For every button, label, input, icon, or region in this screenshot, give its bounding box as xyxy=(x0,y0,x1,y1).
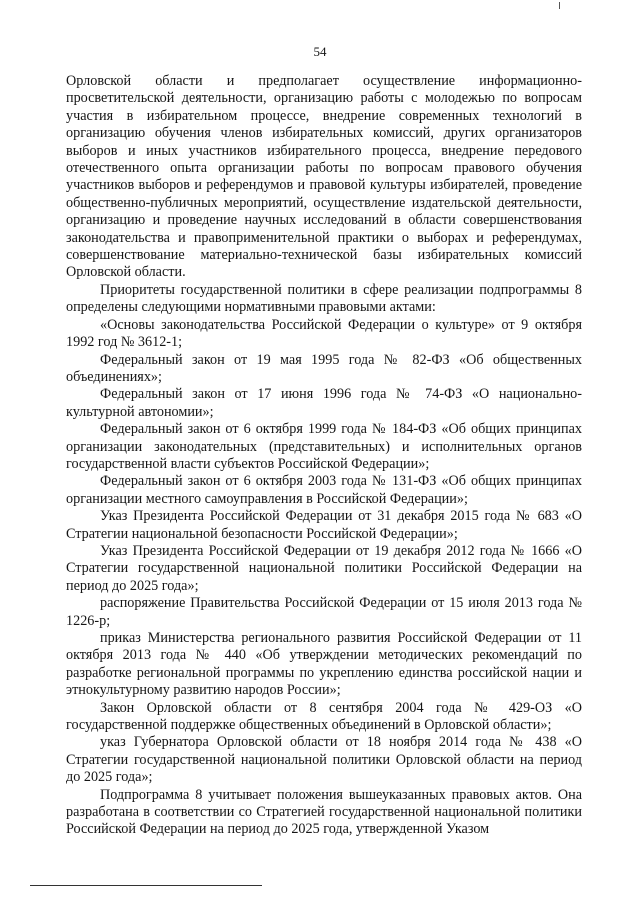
paragraph-legal-act: Федеральный закон от 6 октября 2003 года № 131-ФЗ «Об общих принципах организации местного самоуправления в Российской Федерации»; xyxy=(66,473,582,507)
paragraph-legal-act: указ Губернатора Орловской области от 18 ноября 2014 года № 438 «О Стратегии государственной национальной политики Орловской области на период до 2025 года»; xyxy=(66,734,582,786)
paragraph-legal-act: «Основы законодательства Российской Федерации о культуре» от 9 октября 1992 год № 3612-1; xyxy=(66,316,582,351)
paragraph-legal-act: распоряжение Правительства Российской Федерации от 15 июля 2013 года № 1226-р; xyxy=(66,595,582,629)
paragraph-intro: Орловской области и предполагает осуществление информационно-просветительской деятельности, организацию работы с молодежью по вопросам участия в избирательном процессе, внедрение современных технологий в организацию обучения членов избирательных комиссий, других организаторов выборов и иных участников избирательного процесса, внедрение передового отечественного опыта организации работы по вопросам правового обучения участников выборов и референдумов и правовой культуры избирателей, проведение общественно-публичных мероприятий, осуществление издательской деятельности, организацию и проведение научных исследований в области совершенствования законодательства и правоприменительной практики о выборах и референдумах, совершенствование материально-технической базы избирательных комиссий Орловской области. xyxy=(66,73,582,281)
paragraph-legal-act: Указ Президента Российской Федерации от 19 декабря 2012 года № 1666 «О Стратегии государственной национальной политики Российской Федерации на период до 2025 года»; xyxy=(66,542,582,594)
paragraph-legal-act: Федеральный закон от 6 октября 1999 года № 184-ФЗ «Об общих принципах организации законодательных (представительных) и исполнительных органов государственной власти субъектов Российской Федерации»; xyxy=(66,421,582,472)
paragraph-legal-act: Закон Орловской области от 8 сентября 2004 года № 429-ОЗ «О государственной поддержке общественных объединений в Орловской области»; xyxy=(66,699,582,734)
document-body xyxy=(66,73,582,839)
paragraph-legal-act: Указ Президента Российской Федерации от 31 декабря 2015 года № 683 «О Стратегии национальной безопасности Российской Федерации»; xyxy=(66,508,582,542)
paragraph-conclusion: Подпрограмма 8 учитывает положения вышеуказанных правовых актов. Она разработана в соответствии со Стратегией государственной национальной политики Российской Федерации на период до 2025 года, утвержденной Указом xyxy=(66,786,582,838)
paragraph-legal-act: приказ Министерства регионального развития Российской Федерации от 11 октября 2013 года № 440 «Об утверждении методических рекомендаций по разработке региональной программы по укреплению единства российской нации и этнокультурному развитию народов России»; xyxy=(66,630,582,699)
scan-mark xyxy=(559,2,560,9)
paragraph-legal-act: Федеральный закон от 17 июня 1996 года № 74-ФЗ «О национально-культурной автономии»; xyxy=(66,386,582,420)
page-number: 54 xyxy=(313,44,327,59)
footer-divider xyxy=(30,885,262,886)
paragraph-priorities: Приоритеты государственной политики в сфере реализации подпрограммы 8 определены следующими нормативными правовыми актами: xyxy=(66,281,582,316)
paragraph-legal-act: Федеральный закон от 19 мая 1995 года № 82-ФЗ «Об общественных объединениях»; xyxy=(66,351,582,385)
